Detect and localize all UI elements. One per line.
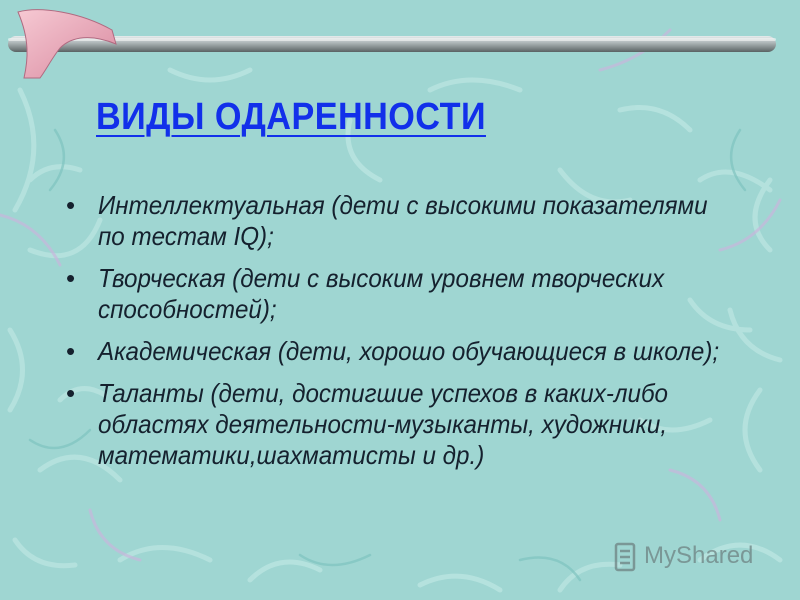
watermark-text: MyShared xyxy=(644,542,754,569)
bullet-text: Академическая (дети, хорошо обучающиеся в школе); xyxy=(98,336,720,366)
bullet-item xyxy=(66,263,766,325)
bullet-list xyxy=(66,190,766,482)
bullet-marker: • xyxy=(66,263,76,293)
bullet-item xyxy=(66,190,766,252)
bullet-text: Творческая (дети с высоким уровнем творческих способностей); xyxy=(98,263,665,324)
bullet-marker: • xyxy=(66,378,76,408)
bullet-text: Интеллектуальная (дети с высокими показателями по тестам IQ); xyxy=(98,190,708,251)
bullet-item xyxy=(66,336,766,367)
decorative-title-bar xyxy=(0,0,800,80)
bullet-marker: • xyxy=(66,336,76,366)
bullet-marker: • xyxy=(66,190,76,220)
bullet-item xyxy=(66,378,766,471)
watermark xyxy=(612,538,782,578)
slide-title[interactable]: ВИДЫ ОДАРЕННОСТИ xyxy=(96,96,486,138)
bullet-text: Таланты (дети, достигшие успехов в каких-либо областях деятельности-музыканты, художники, математики,шахматисты и др.) xyxy=(98,378,669,470)
myshared-logo-icon xyxy=(612,538,640,574)
